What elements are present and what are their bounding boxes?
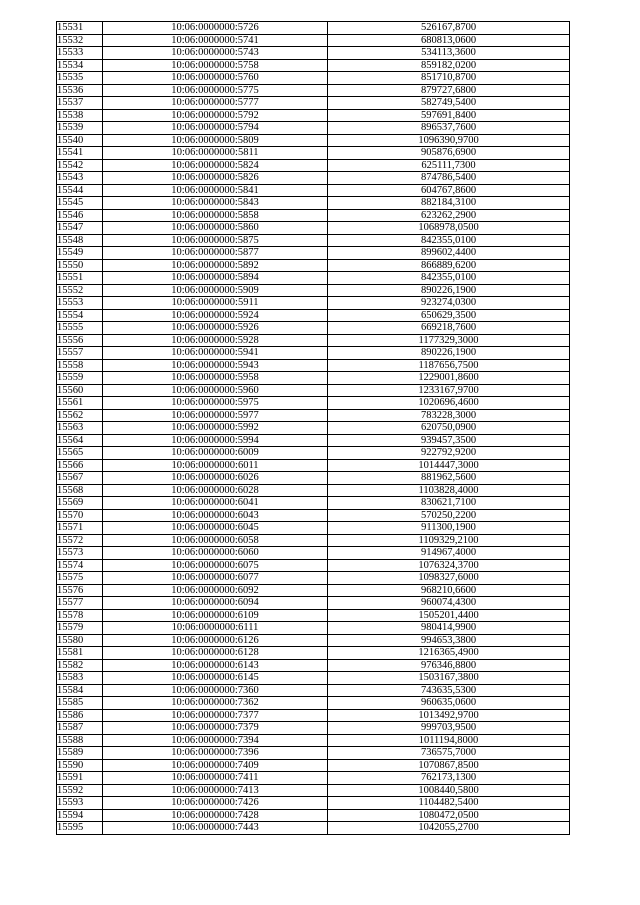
cadastral-number-cell: 10:06:0000000:5992: [103, 422, 328, 435]
value-cell: 881962,5600: [328, 472, 570, 485]
table-row: [57, 584, 570, 597]
cadastral-number-cell: 10:06:0000000:6011: [103, 459, 328, 472]
row-number-cell: 15593: [57, 797, 103, 810]
value-cell: 1103828,4000: [328, 484, 570, 497]
table-row: [57, 822, 570, 835]
value-cell: 1096390,9700: [328, 134, 570, 147]
table-row: [57, 22, 570, 35]
cadastral-number-cell: 10:06:0000000:6058: [103, 534, 328, 547]
cadastral-number-cell: 10:06:0000000:6077: [103, 572, 328, 585]
cadastral-number-cell: 10:06:0000000:5892: [103, 259, 328, 272]
table-row: [57, 759, 570, 772]
table-row: [57, 697, 570, 710]
table-row: [57, 284, 570, 297]
row-number-cell: 15559: [57, 372, 103, 385]
cadastral-number-cell: 10:06:0000000:5775: [103, 84, 328, 97]
row-number-cell: 15544: [57, 184, 103, 197]
value-cell: 669218,7600: [328, 322, 570, 335]
row-number-cell: 15555: [57, 322, 103, 335]
value-cell: 851710,8700: [328, 72, 570, 85]
row-number-cell: 15546: [57, 209, 103, 222]
table-row: [57, 47, 570, 60]
cadastral-number-cell: 10:06:0000000:5726: [103, 22, 328, 35]
table-row: [57, 634, 570, 647]
value-cell: 736575,7000: [328, 747, 570, 760]
table-row: [57, 672, 570, 685]
table-row: [57, 334, 570, 347]
cadastral-number-cell: 10:06:0000000:5994: [103, 434, 328, 447]
table-row: [57, 209, 570, 222]
cadastral-number-cell: 10:06:0000000:5794: [103, 122, 328, 135]
cadastral-number-cell: 10:06:0000000:5958: [103, 372, 328, 385]
row-number-cell: 15577: [57, 597, 103, 610]
cadastral-number-cell: 10:06:0000000:5843: [103, 197, 328, 210]
cadastral-number-cell: 10:06:0000000:7409: [103, 759, 328, 772]
row-number-cell: 15532: [57, 34, 103, 47]
table-row: [57, 84, 570, 97]
value-cell: 939457,3500: [328, 434, 570, 447]
value-cell: 526167,8700: [328, 22, 570, 35]
row-number-cell: 15552: [57, 284, 103, 297]
value-cell: 980414,9900: [328, 622, 570, 635]
cadastral-number-cell: 10:06:0000000:5858: [103, 209, 328, 222]
cadastral-number-cell: 10:06:0000000:7396: [103, 747, 328, 760]
row-number-cell: 15537: [57, 97, 103, 110]
row-number-cell: 15539: [57, 122, 103, 135]
table-row: [57, 734, 570, 747]
cadastral-number-cell: 10:06:0000000:5928: [103, 334, 328, 347]
table-row: [57, 459, 570, 472]
table-row: [57, 559, 570, 572]
row-number-cell: 15580: [57, 634, 103, 647]
value-cell: 620750,0900: [328, 422, 570, 435]
value-cell: 914967,4000: [328, 547, 570, 560]
row-number-cell: 15595: [57, 822, 103, 835]
row-number-cell: 15550: [57, 259, 103, 272]
value-cell: 1177329,3000: [328, 334, 570, 347]
value-cell: 911300,1900: [328, 522, 570, 535]
value-cell: 842355,0100: [328, 234, 570, 247]
value-cell: 680813,0600: [328, 34, 570, 47]
row-number-cell: 15531: [57, 22, 103, 35]
value-cell: 866889,6200: [328, 259, 570, 272]
cadastral-number-cell: 10:06:0000000:6092: [103, 584, 328, 597]
row-number-cell: 15565: [57, 447, 103, 460]
row-number-cell: 15589: [57, 747, 103, 760]
row-number-cell: 15540: [57, 134, 103, 147]
table-row: [57, 372, 570, 385]
row-number-cell: 15587: [57, 722, 103, 735]
value-cell: 1187656,7500: [328, 359, 570, 372]
value-cell: 1505201,4400: [328, 609, 570, 622]
value-cell: 874786,5400: [328, 172, 570, 185]
table-row: [57, 197, 570, 210]
table-row: [57, 122, 570, 135]
row-number-cell: 15556: [57, 334, 103, 347]
cadastral-number-cell: 10:06:0000000:7360: [103, 684, 328, 697]
row-number-cell: 15570: [57, 509, 103, 522]
table-row: [57, 184, 570, 197]
value-cell: 534113,3600: [328, 47, 570, 60]
row-number-cell: 15573: [57, 547, 103, 560]
table-row: [57, 709, 570, 722]
row-number-cell: 15594: [57, 809, 103, 822]
table-row: [57, 172, 570, 185]
row-number-cell: 15563: [57, 422, 103, 435]
value-cell: 604767,8600: [328, 184, 570, 197]
value-cell: 597691,8400: [328, 109, 570, 122]
row-number-cell: 15560: [57, 384, 103, 397]
table-row: [57, 447, 570, 460]
cadastral-number-cell: 10:06:0000000:5875: [103, 234, 328, 247]
row-number-cell: 15581: [57, 647, 103, 660]
value-cell: 999703,9500: [328, 722, 570, 735]
value-cell: 882184,3100: [328, 197, 570, 210]
value-cell: 859182,0200: [328, 59, 570, 72]
cadastral-number-cell: 10:06:0000000:5758: [103, 59, 328, 72]
table-row: [57, 422, 570, 435]
row-number-cell: 15548: [57, 234, 103, 247]
value-cell: 1008440,5800: [328, 784, 570, 797]
row-number-cell: 15533: [57, 47, 103, 60]
table-row: [57, 397, 570, 410]
row-number-cell: 15557: [57, 347, 103, 360]
cadastral-number-cell: 10:06:0000000:5760: [103, 72, 328, 85]
table-row: [57, 597, 570, 610]
table-row: [57, 522, 570, 535]
value-cell: 890226,1900: [328, 284, 570, 297]
value-cell: 1020696,4600: [328, 397, 570, 410]
value-cell: 650629,3500: [328, 309, 570, 322]
table-row: [57, 234, 570, 247]
cadastral-number-cell: 10:06:0000000:6060: [103, 547, 328, 560]
cadastral-number-cell: 10:06:0000000:7362: [103, 697, 328, 710]
row-number-cell: 15569: [57, 497, 103, 510]
table-row: [57, 784, 570, 797]
cadastral-number-cell: 10:06:0000000:6128: [103, 647, 328, 660]
table-row: [57, 797, 570, 810]
cadastral-number-cell: 10:06:0000000:7413: [103, 784, 328, 797]
table-row: [57, 347, 570, 360]
cadastral-number-cell: 10:06:0000000:7379: [103, 722, 328, 735]
row-number-cell: 15586: [57, 709, 103, 722]
table-row: [57, 409, 570, 422]
value-cell: 1013492,9700: [328, 709, 570, 722]
value-cell: 896537,7600: [328, 122, 570, 135]
row-number-cell: 15566: [57, 459, 103, 472]
table-body: [57, 22, 570, 835]
row-number-cell: 15584: [57, 684, 103, 697]
value-cell: 1104482,5400: [328, 797, 570, 810]
cadastral-number-cell: 10:06:0000000:5977: [103, 409, 328, 422]
row-number-cell: 15579: [57, 622, 103, 635]
table-row: [57, 534, 570, 547]
cadastral-number-cell: 10:06:0000000:6111: [103, 622, 328, 635]
row-number-cell: 15567: [57, 472, 103, 485]
table-row: [57, 472, 570, 485]
table-row: [57, 684, 570, 697]
cadastral-number-cell: 10:06:0000000:5792: [103, 109, 328, 122]
cadastral-number-cell: 10:06:0000000:6145: [103, 672, 328, 685]
row-number-cell: 15571: [57, 522, 103, 535]
cadastral-number-cell: 10:06:0000000:6043: [103, 509, 328, 522]
value-cell: 582749,5400: [328, 97, 570, 110]
cadastral-number-cell: 10:06:0000000:6028: [103, 484, 328, 497]
table-row: [57, 722, 570, 735]
table-row: [57, 772, 570, 785]
table-row: [57, 609, 570, 622]
value-cell: 1109329,2100: [328, 534, 570, 547]
value-cell: 1042055,2700: [328, 822, 570, 835]
cadastral-number-cell: 10:06:0000000:5743: [103, 47, 328, 60]
cadastral-number-cell: 10:06:0000000:5824: [103, 159, 328, 172]
table-row: [57, 159, 570, 172]
value-cell: 1011194,8000: [328, 734, 570, 747]
value-cell: 1068978,0500: [328, 222, 570, 235]
cadastral-number-cell: 10:06:0000000:5924: [103, 309, 328, 322]
row-number-cell: 15585: [57, 697, 103, 710]
table-row: [57, 259, 570, 272]
row-number-cell: 15553: [57, 297, 103, 310]
row-number-cell: 15554: [57, 309, 103, 322]
row-number-cell: 15543: [57, 172, 103, 185]
row-number-cell: 15536: [57, 84, 103, 97]
cadastral-number-cell: 10:06:0000000:6026: [103, 472, 328, 485]
value-cell: 762173,1300: [328, 772, 570, 785]
value-cell: 960074,4300: [328, 597, 570, 610]
table-row: [57, 222, 570, 235]
table-row: [57, 622, 570, 635]
value-cell: 842355,0100: [328, 272, 570, 285]
table-row: [57, 97, 570, 110]
value-cell: 960635,0600: [328, 697, 570, 710]
cadastral-number-cell: 10:06:0000000:5841: [103, 184, 328, 197]
value-cell: 1076324,3700: [328, 559, 570, 572]
row-number-cell: 15561: [57, 397, 103, 410]
cadastral-number-cell: 10:06:0000000:7426: [103, 797, 328, 810]
row-number-cell: 15582: [57, 659, 103, 672]
cadastral-number-cell: 10:06:0000000:5860: [103, 222, 328, 235]
cadastral-number-cell: 10:06:0000000:5826: [103, 172, 328, 185]
value-cell: 1080472,0500: [328, 809, 570, 822]
table-row: [57, 247, 570, 260]
value-cell: 899602,4400: [328, 247, 570, 260]
table-row: [57, 509, 570, 522]
value-cell: 922792,9200: [328, 447, 570, 460]
value-cell: 743635,5300: [328, 684, 570, 697]
table-row: [57, 34, 570, 47]
cadastral-number-cell: 10:06:0000000:5894: [103, 272, 328, 285]
value-cell: 783228,3000: [328, 409, 570, 422]
cadastral-number-cell: 10:06:0000000:7411: [103, 772, 328, 785]
value-cell: 905876,6900: [328, 147, 570, 160]
value-cell: 976346,8800: [328, 659, 570, 672]
table-row: [57, 647, 570, 660]
row-number-cell: 15542: [57, 159, 103, 172]
value-cell: 1070867,8500: [328, 759, 570, 772]
cadastral-number-cell: 10:06:0000000:6126: [103, 634, 328, 647]
cadastral-number-cell: 10:06:0000000:7377: [103, 709, 328, 722]
cadastral-number-cell: 10:06:0000000:6094: [103, 597, 328, 610]
value-cell: 1098327,6000: [328, 572, 570, 585]
cadastral-number-cell: 10:06:0000000:5811: [103, 147, 328, 160]
table-row: [57, 272, 570, 285]
table-row: [57, 547, 570, 560]
row-number-cell: 15535: [57, 72, 103, 85]
value-cell: 1503167,3800: [328, 672, 570, 685]
table-row: [57, 497, 570, 510]
cadastral-number-cell: 10:06:0000000:6075: [103, 559, 328, 572]
cadastral-number-cell: 10:06:0000000:5943: [103, 359, 328, 372]
table-row: [57, 747, 570, 760]
row-number-cell: 15562: [57, 409, 103, 422]
table-row: [57, 359, 570, 372]
cadastral-number-cell: 10:06:0000000:7394: [103, 734, 328, 747]
table-row: [57, 384, 570, 397]
table-row: [57, 297, 570, 310]
table-row: [57, 484, 570, 497]
cadastral-number-cell: 10:06:0000000:6143: [103, 659, 328, 672]
row-number-cell: 15575: [57, 572, 103, 585]
row-number-cell: 15590: [57, 759, 103, 772]
value-cell: 879727,6800: [328, 84, 570, 97]
value-cell: 923274,0300: [328, 297, 570, 310]
row-number-cell: 15578: [57, 609, 103, 622]
row-number-cell: 15591: [57, 772, 103, 785]
row-number-cell: 15549: [57, 247, 103, 260]
row-number-cell: 15564: [57, 434, 103, 447]
value-cell: 830621,7100: [328, 497, 570, 510]
value-cell: 1014447,3000: [328, 459, 570, 472]
data-table: [56, 21, 570, 835]
cadastral-number-cell: 10:06:0000000:5809: [103, 134, 328, 147]
row-number-cell: 15547: [57, 222, 103, 235]
cadastral-number-cell: 10:06:0000000:5909: [103, 284, 328, 297]
table-row: [57, 109, 570, 122]
value-cell: 968210,6600: [328, 584, 570, 597]
cadastral-number-cell: 10:06:0000000:5777: [103, 97, 328, 110]
row-number-cell: 15572: [57, 534, 103, 547]
table-row: [57, 309, 570, 322]
row-number-cell: 15541: [57, 147, 103, 160]
value-cell: 625111,7300: [328, 159, 570, 172]
value-cell: 890226,1900: [328, 347, 570, 360]
row-number-cell: 15558: [57, 359, 103, 372]
cadastral-number-cell: 10:06:0000000:5960: [103, 384, 328, 397]
table-row: [57, 134, 570, 147]
row-number-cell: 15551: [57, 272, 103, 285]
cadastral-number-cell: 10:06:0000000:6041: [103, 497, 328, 510]
table-row: [57, 322, 570, 335]
row-number-cell: 15538: [57, 109, 103, 122]
row-number-cell: 15534: [57, 59, 103, 72]
cadastral-number-cell: 10:06:0000000:5975: [103, 397, 328, 410]
table-row: [57, 809, 570, 822]
row-number-cell: 15576: [57, 584, 103, 597]
cadastral-number-cell: 10:06:0000000:7428: [103, 809, 328, 822]
row-number-cell: 15574: [57, 559, 103, 572]
cadastral-number-cell: 10:06:0000000:5911: [103, 297, 328, 310]
value-cell: 1233167,9700: [328, 384, 570, 397]
row-number-cell: 15545: [57, 197, 103, 210]
table-row: [57, 147, 570, 160]
table-row: [57, 72, 570, 85]
cadastral-number-cell: 10:06:0000000:5941: [103, 347, 328, 360]
value-cell: 994653,3800: [328, 634, 570, 647]
cadastral-number-cell: 10:06:0000000:5741: [103, 34, 328, 47]
row-number-cell: 15592: [57, 784, 103, 797]
cadastral-number-cell: 10:06:0000000:6109: [103, 609, 328, 622]
table-row: [57, 572, 570, 585]
row-number-cell: 15568: [57, 484, 103, 497]
value-cell: 1229001,8600: [328, 372, 570, 385]
table-row: [57, 59, 570, 72]
table-row: [57, 434, 570, 447]
cadastral-number-cell: 10:06:0000000:5926: [103, 322, 328, 335]
cadastral-number-cell: 10:06:0000000:6045: [103, 522, 328, 535]
value-cell: 1216365,4900: [328, 647, 570, 660]
value-cell: 570250,2200: [328, 509, 570, 522]
table-row: [57, 659, 570, 672]
row-number-cell: 15588: [57, 734, 103, 747]
cadastral-number-cell: 10:06:0000000:7443: [103, 822, 328, 835]
value-cell: 623262,2900: [328, 209, 570, 222]
cadastral-number-cell: 10:06:0000000:6009: [103, 447, 328, 460]
row-number-cell: 15583: [57, 672, 103, 685]
cadastral-number-cell: 10:06:0000000:5877: [103, 247, 328, 260]
